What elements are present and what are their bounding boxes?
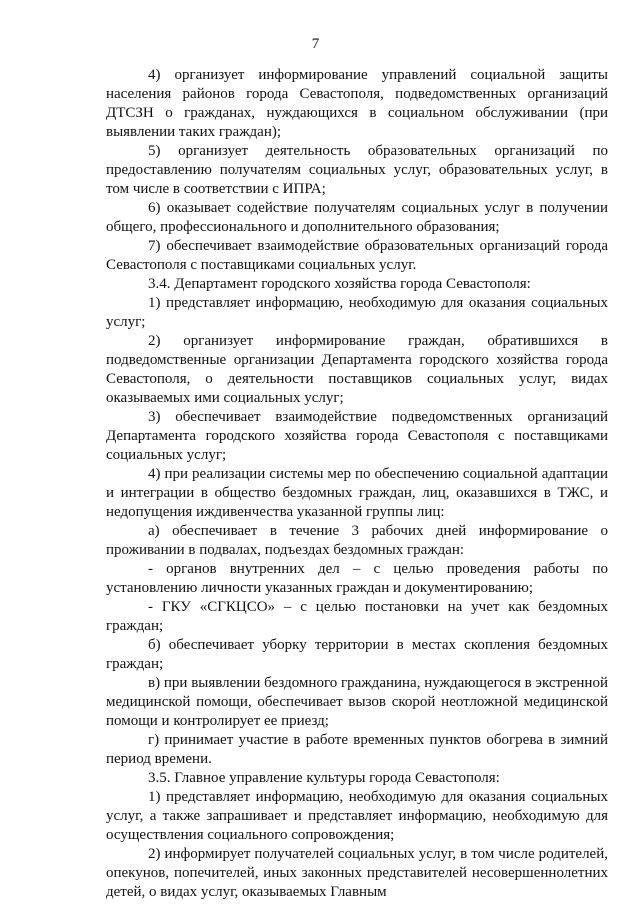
paragraph-3-4-item-2: 2) организует информирование граждан, обратившихся в подведомственные организации Департамента городского хозяйства города Севастополя, о деятельности поставщиков социальных услуг, видах оказываемых ими социальных услуг; <box>106 333 608 406</box>
paragraph-3-5-item-1: 1) представляет информацию, необходимую для оказания социальных услуг, а также запрашивает и представляет информацию, необходимую для осуществления социального сопровождения; <box>106 789 608 843</box>
paragraph-3-4-item-4-b: б) обеспечивает уборку территории в местах скопления бездомных граждан; <box>106 637 608 672</box>
section-3-5-heading: 3.5. Главное управление культуры города Севастополя: <box>148 770 500 786</box>
paragraph-3-3-item-5: 5) организует деятельность образовательных организаций по предоставлению получателям социальных услуг, образовательных услуг, в том числе в соответствии с ИПРА; <box>106 143 608 197</box>
paragraph-3-3-item-7: 7) обеспечивает взаимодействие образовательных организаций города Севастополя с поставщиками социальных услуг. <box>106 238 608 273</box>
paragraph-3-3-item-4: 4) организует информирование управлений социальной защиты населения районов города Севастополя, подведомственных организаций ДТСЗН о гражданах, нуждающихся в социальном обслуживании (при выявлении таких граждан); <box>106 67 608 140</box>
paragraph-3-4-item-4: 4) при реализации системы мер по обеспечению социальной адаптации и интеграции в общество бездомных граждан, лиц, оказавшихся в ТЖС, и недопущения иждивенчества указанной группы лиц: <box>106 466 608 520</box>
paragraph-3-4-item-1: 1) представляет информацию, необходимую для оказания социальных услуг; <box>106 295 608 330</box>
document-body <box>106 66 608 902</box>
section-3-4-heading: 3.4. Департамент городского хозяйства города Севастополя: <box>148 276 531 292</box>
paragraph-3-4-item-3: 3) обеспечивает взаимодействие подведомственных организаций Департамента городского хозяйства города Севастополя с поставщиками социальных услуг; <box>106 409 608 463</box>
paragraph-3-4-item-4-g: г) принимает участие в работе временных пунктов обогрева в зимний период времени. <box>106 732 608 767</box>
paragraph-3-5-item-2: 2) информирует получателей социальных услуг, в том числе родителей, опекунов, попечителей, иных законных представителей несовершеннолетних детей, о видах услуг, оказываемых Главным <box>106 846 608 900</box>
paragraph-3-4-item-4-a-dash-2: - ГКУ «СГКЦСО» – с целью постановки на учет как бездомных граждан; <box>106 599 608 634</box>
paragraph-3-4-item-4-a: а) обеспечивает в течение 3 рабочих дней информирование о проживании в подвалах, подъездах бездомных граждан: <box>106 523 608 558</box>
page-number: 7 <box>311 36 320 52</box>
paragraph-3-3-item-6: 6) оказывает содействие получателям социальных услуг в получении общего, профессионального и дополнительного образования; <box>106 200 608 235</box>
paragraph-3-4-item-4-v: в) при выявлении бездомного гражданина, нуждающегося в экстренной медицинской помощи, обеспечивает вызов скорой неотложной медицинской помощи и контролирует ее приезд; <box>106 675 608 729</box>
paragraph-3-4-item-4-a-dash-1: - органов внутренних дел – с целью проведения работы по установлению личности указанных граждан и документированию; <box>106 561 608 596</box>
